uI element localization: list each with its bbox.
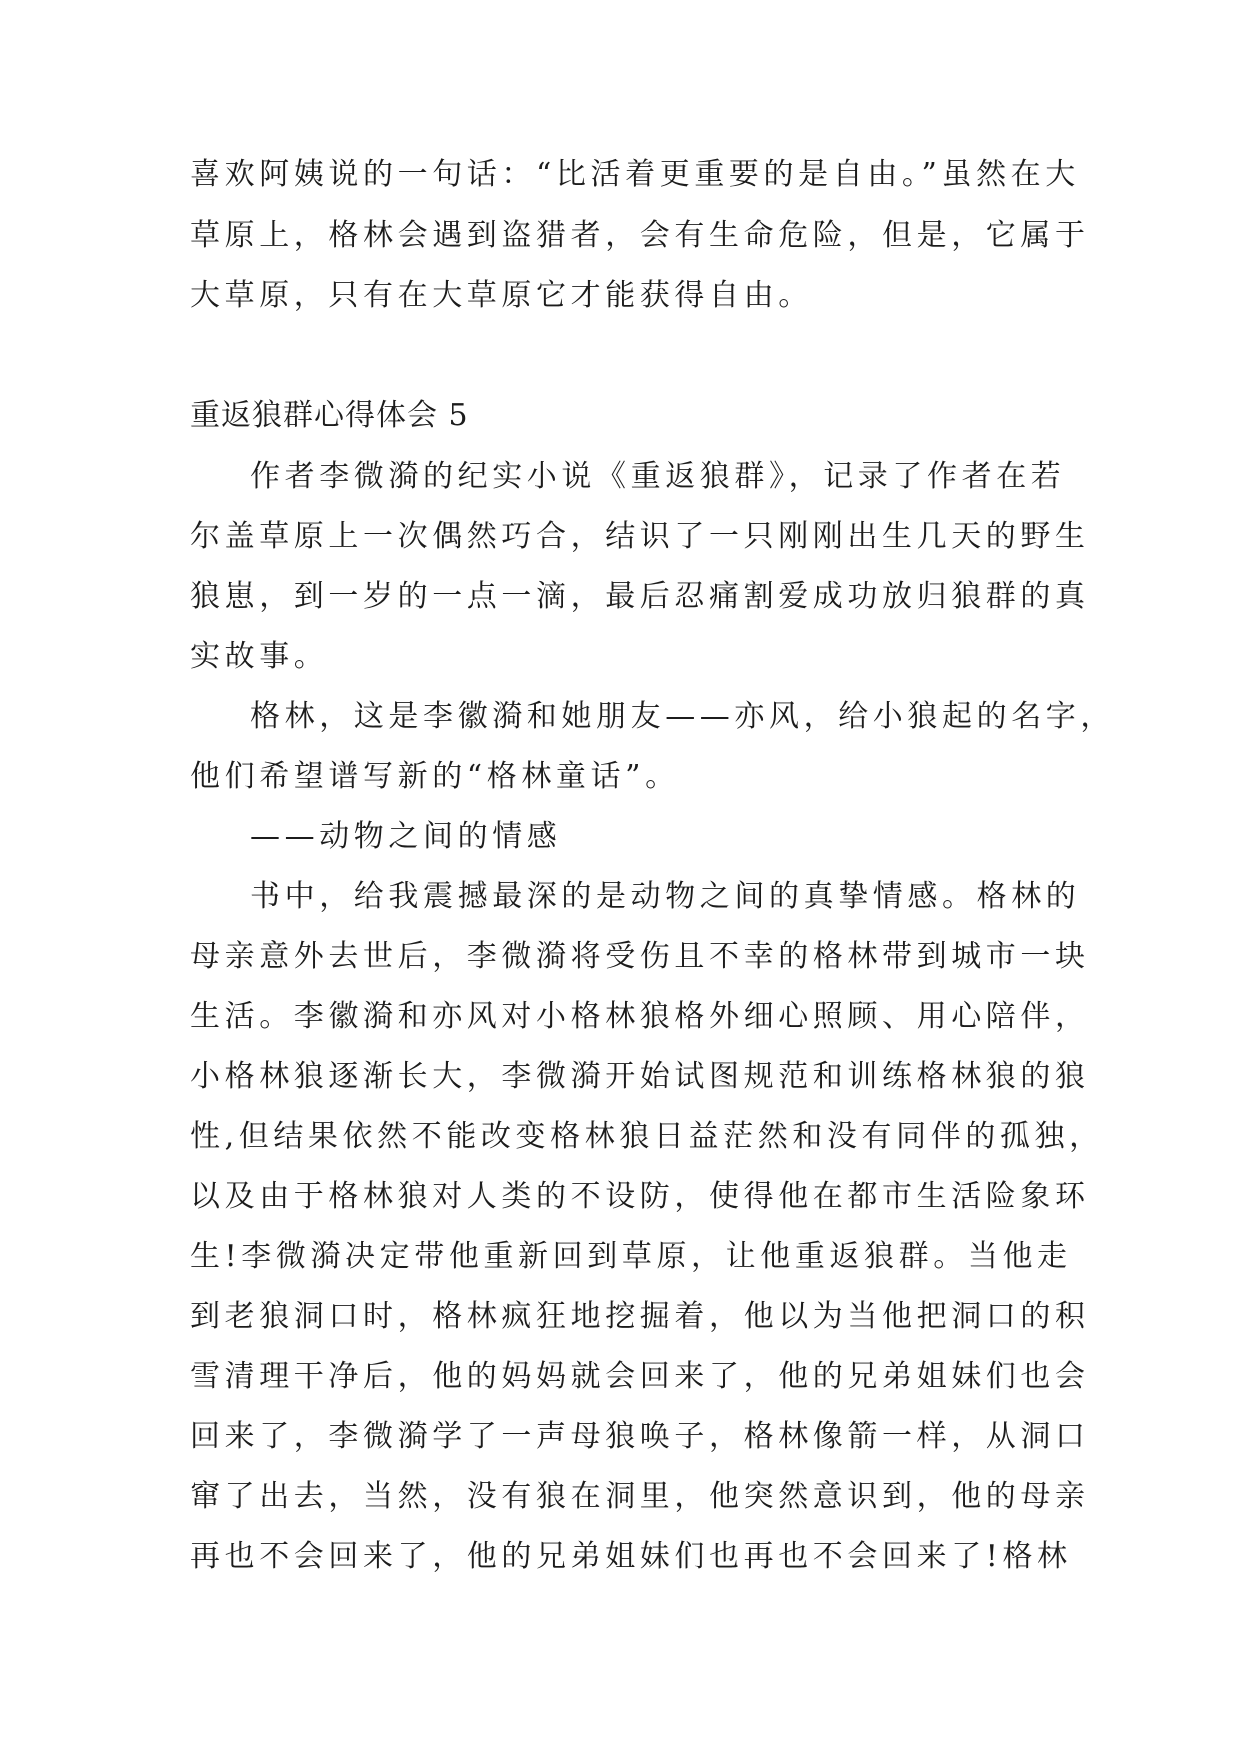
text-line: 草原上，格林会遇到盗猎者，会有生命危险，但是，它属于 xyxy=(190,218,1090,253)
text-line: 喜欢阿姨说的一句话：“比活着更重要的是自由。”虽然在大 xyxy=(190,157,1080,192)
text-line: 大草原，只有在大草原它才能获得自由。 xyxy=(190,278,813,313)
text-line: 母亲意外去世后，李微漪将受伤且不幸的格林带到城市一块 xyxy=(190,939,1090,974)
paragraph-first-line: 书中，给我震撼最深的是动物之间的真挚情感。格林的 xyxy=(250,879,1081,914)
text-line: 再也不会回来了，他的兄弟姐妹们也再也不会回来了!格林 xyxy=(190,1539,1072,1574)
text-line: 到老狼洞口时，格林疯狂地挖掘着，他以为当他把洞口的积 xyxy=(190,1299,1090,1334)
text-line: 生!李微漪决定带他重新回到草原，让他重返狼群。当他走 xyxy=(190,1239,1072,1274)
text-line: 他们希望谱写新的“格林童话”。 xyxy=(190,759,680,794)
text-line: 以及由于格林狼对人类的不设防，使得他在都市生活险象环 xyxy=(190,1179,1090,1214)
text-line: 尔盖草原上一次偶然巧合，结识了一只刚刚出生几天的野生 xyxy=(190,519,1090,554)
section-heading: 重返狼群心得体会 5 xyxy=(190,398,469,433)
text-line: 回来了，李微漪学了一声母狼唤子，格林像箭一样，从洞口 xyxy=(190,1419,1090,1454)
text-line: 窜了出去，当然，没有狼在洞里，他突然意识到，他的母亲 xyxy=(190,1479,1090,1514)
text-line: 狼崽，到一岁的一点一滴，最后忍痛割爱成功放归狼群的真 xyxy=(190,579,1090,614)
subheading: ——动物之间的情感 xyxy=(250,819,562,854)
paragraph-first-line: 格林，这是李徽漪和她朋友——亦风，给小狼起的名字， xyxy=(250,699,1115,734)
text-line: 雪清理干净后，他的妈妈就会回来了，他的兄弟姐妹们也会 xyxy=(190,1359,1090,1394)
text-line: 实故事。 xyxy=(190,639,329,674)
text-line: 生活。李徽漪和亦风对小格林狼格外细心照顾、用心陪伴， xyxy=(190,999,1090,1034)
text-line: 性,但结果依然不能改变格林狼日益茫然和没有同伴的孤独， xyxy=(190,1119,1104,1154)
paragraph-first-line: 作者李微漪的纪实小说《重返狼群》，记录了作者在若 xyxy=(250,459,1066,494)
text-line: 小格林狼逐渐长大，李微漪开始试图规范和训练格林狼的狼 xyxy=(190,1059,1090,1094)
